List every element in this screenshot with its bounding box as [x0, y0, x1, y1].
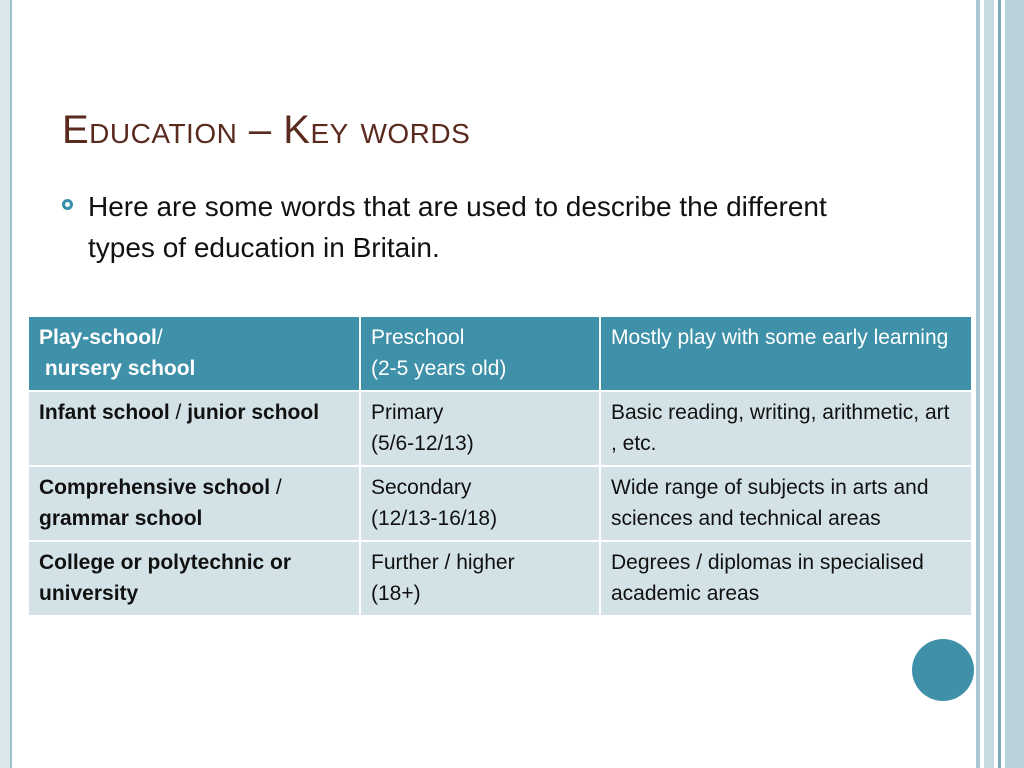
education-table — [27, 315, 973, 617]
table-cell-description: Degrees / diplomas in specialised academic areas — [600, 541, 972, 616]
slide-left-border — [0, 0, 12, 768]
decorative-circle — [912, 639, 974, 701]
table-row — [28, 391, 972, 466]
slide-title: Education – Key words — [62, 108, 471, 152]
table-cell-description: Mostly play with some early learning — [600, 316, 972, 391]
table-cell-description: Basic reading, writing, arithmetic, art , etc. — [600, 391, 972, 466]
table-row — [28, 316, 972, 391]
table-cell-description: Wide range of subjects in arts and sciences and technical areas — [600, 466, 972, 541]
table-cell-stage: Preschool (2-5 years old) — [360, 316, 600, 391]
table-row — [28, 541, 972, 616]
bullet-item — [62, 186, 882, 268]
table-cell-stage: Further / higher (18+) — [360, 541, 600, 616]
bullet-text: Here are some words that are used to describe the different types of education in Britain. — [88, 191, 827, 263]
table-cell-type: College or polytechnic or university — [28, 541, 360, 616]
table-cell-stage: Primary (5/6-12/13) — [360, 391, 600, 466]
table-cell-type: Infant school / junior school — [28, 391, 360, 466]
slide-right-border — [976, 0, 1024, 768]
bullet-circle-icon — [62, 199, 73, 210]
table-cell-type: Comprehensive school / grammar school — [28, 466, 360, 541]
table-cell-stage: Secondary (12/13-16/18) — [360, 466, 600, 541]
table-row — [28, 466, 972, 541]
table-cell-type: Play-school/ nursery school — [28, 316, 360, 391]
